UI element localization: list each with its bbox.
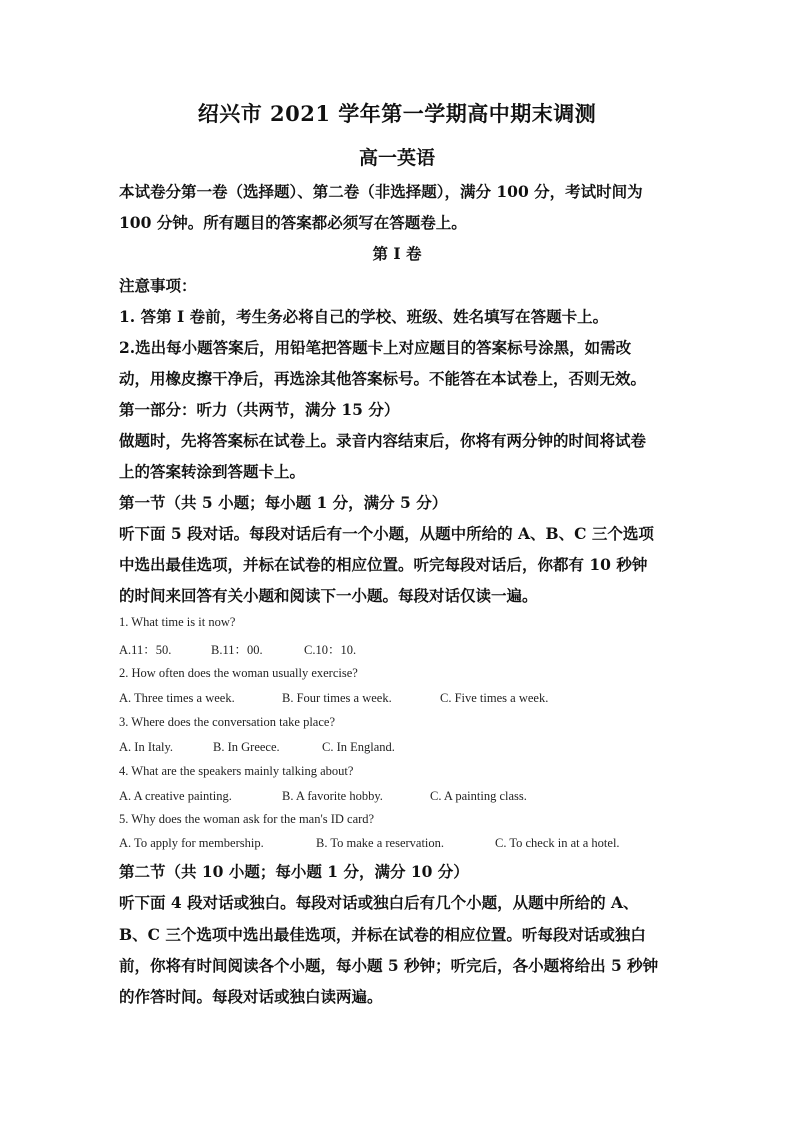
- question-3-option-b: B. In Greece.: [213, 740, 280, 754]
- section1-instr-line-3: 的时间来回答有关小题和阅读下一小题。每段对话仅读一遍。: [119, 586, 538, 605]
- notes-item-2-line-2: 动，用橡皮擦干净后，再选涂其他答案标号。不能答在本试卷上，否则无效。: [119, 369, 647, 388]
- question-5-option-c: C. To check in at a hotel.: [495, 836, 620, 850]
- exam-subtitle: 高一英语: [358, 147, 435, 169]
- question-2: 2. How often does the woman usually exercise?: [119, 666, 358, 680]
- intro-line-1: 本试卷分第一卷（选择题）、第二卷（非选择题），满分 100 分，考试时间为: [119, 182, 643, 201]
- section1-instr-line-2: 中选出最佳选项，并标在试卷的相应位置。听完每段对话后，你都有 10 秒钟: [119, 555, 648, 574]
- volume-heading: 第 I 卷: [372, 244, 422, 263]
- question-5: 5. Why does the woman ask for the man's ID card?: [119, 812, 375, 826]
- question-4-option-c: C. A painting class.: [430, 789, 527, 803]
- section2-instr-line-3: 前，你将有时间阅读各个小题，每小题 5 秒钟；听完后，各小题将给出 5 秒钟: [119, 956, 659, 975]
- exam-title: 绍兴市 2021 学年第一学期高中期末调测: [197, 101, 597, 126]
- question-4-option-b: B. A favorite hobby.: [282, 789, 383, 803]
- question-5-option-a: A. To apply for membership.: [119, 836, 264, 850]
- question-2-option-c: C. Five times a week.: [440, 691, 549, 705]
- question-5-option-b: B. To make a reservation.: [316, 836, 445, 850]
- question-3: 3. Where does the conversation take place?: [119, 715, 335, 729]
- notes-heading: 注意事项：: [119, 276, 197, 295]
- question-4: 4. What are the speakers mainly talking about?: [119, 764, 354, 778]
- question-2-option-a: A. Three times a week.: [119, 691, 235, 705]
- section1-instr-line-1: 听下面 5 段对话。每段对话后有一个小题，从题中所给的 A、B、C 三个选项: [119, 524, 654, 543]
- section1-heading: 第一节（共 5 小题；每小题 1 分，满分 5 分）: [119, 493, 448, 512]
- question-1-option-c: C.10：10.: [304, 643, 357, 657]
- question-1-option-a: A.11：50.: [119, 643, 172, 657]
- section2-instr-line-2: B、C 三个选项中选出最佳选项，并标在试卷的相应位置。听每段对话或独白: [119, 925, 646, 944]
- section2-instr-line-1: 听下面 4 段对话或独白。每段对话或独白后有几个小题，从题中所给的 A、: [119, 893, 639, 912]
- question-3-option-c: C. In England.: [322, 740, 395, 754]
- question-1-option-b: B.11：00.: [211, 643, 263, 657]
- question-1: 1. What time is it now?: [119, 615, 236, 629]
- part1-instr-line-1: 做题时，先将答案标在试卷上。录音内容结束后，你将有两分钟的时间将试卷: [119, 431, 647, 450]
- part1-heading: 第一部分：听力（共两节，满分 15 分）: [119, 400, 400, 419]
- question-3-option-a: A. In Italy.: [119, 740, 174, 754]
- part1-instr-line-2: 上的答案转涂到答题卡上。: [119, 462, 306, 481]
- notes-item-2-line-1: 2.选出每小题答案后，用铅笔把答题卡上对应题目的答案标号涂黑，如需改: [119, 338, 632, 357]
- section2-instr-line-4: 的作答时间。每段对话或独白读两遍。: [119, 987, 383, 1006]
- intro-line-2: 100 分钟。所有题目的答案都必须写在答题卷上。: [119, 213, 467, 232]
- section2-heading: 第二节（共 10 小题；每小题 1 分，满分 10 分）: [119, 862, 469, 881]
- question-4-option-a: A. A creative painting.: [119, 789, 232, 803]
- question-2-option-b: B. Four times a week.: [282, 691, 392, 705]
- notes-item-1: 1. 答第 I 卷前，考生务必将自己的学校、班级、姓名填写在答题卡上。: [119, 307, 609, 326]
